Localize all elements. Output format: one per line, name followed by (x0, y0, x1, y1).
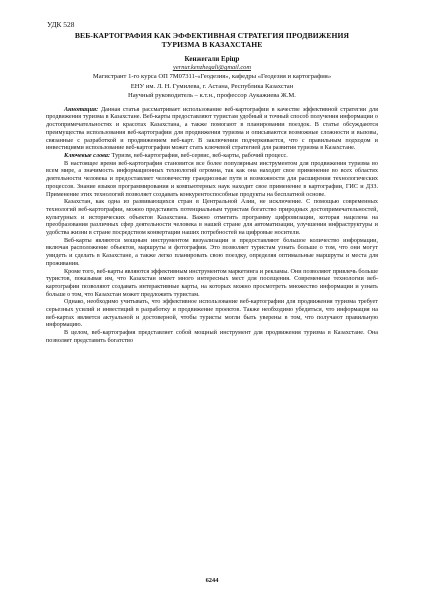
body-paragraph-1: В настоящее время веб-картография становится все более популярным инструментом для продвижения туризма во всем мире, а значимость информационных технологий огромна, так как она находит свое применение во всех областях деятельности человека и предоставляет человечеству грандиозные пути и возможности для расширения технологических процессов. Знание языков программирования и компьютерных наук находит свое применение в картографии, ГИС и ДЗЗ. Применение этих технологий позволяет создавать конкурентоспособные продукты на бесплатной основе. (46, 159, 378, 198)
paper-title-line-2: ТУРИЗМА В КАЗАХСТАНЕ (161, 40, 263, 49)
paper-title-line-1: ВЕБ-КАРТОГРАФИЯ КАК ЭФФЕКТИВНАЯ СТРАТЕГИЯ ПРОДВИЖЕНИЯ (74, 31, 350, 40)
affiliation-program: Магистрант 1-го курса ОП 7М07311-«Геодезия», кафедры «Геодезия и картография» (92, 73, 332, 80)
page-number: 6244 (205, 577, 219, 584)
keywords-label: Ключевые слова: (64, 152, 111, 159)
body-paragraph-2: Казахстан, как одна из развивающихся стран в Центральной Азии, не исключение. С помощью современных технологий веб-картографии, можно представить потенциальным туристам богатство природных достопримечательностей, культурных и исторических объектов Казахстана. Важно отметить программу цифровизации, которая нацелена на преобразования различных сфер деятельности человека в нашей стране для автоматизации, улучшения инфраструктуры и удобства жизни в стране посредством конвертации наших потребностей на цифровые носители. (46, 198, 378, 237)
abstract-text: Данная статья рассматривает использование веб-картографии в качестве эффективной стратегии для продвижения туризма в Казахстане. Веб-карты предоставляют туристам удобный и точный способ получения информации о достопримечательностях и красотах Казахстана, а также помогают в планировании поездок. В статье обсуждаются преимущества использования веб-картографии для продвижения туризма и описываются возможные сложности и вызовы, связанные с разработкой и продвижением веб-карт. В заключении подчеркивается, что с правильным подходом и инвестициями использование веб-картографии может стать ключевой стратегией для развития туризма в Казахстане. (46, 105, 378, 152)
author-email-link[interactable]: yernur.kenzhegali@gmail.com (173, 64, 251, 71)
body-paragraph-5: Однако, необходимо учитывать, что эффективное использование веб-картографии для продвижения туризма требует серьезных усилий и инвестиций в разработку и продвижение проектов. Также необходимо убедиться, что информация на веб-картах является актуальной и достоверной, чтобы туристы могли быть уверены в том, что получают правильную информацию. (46, 298, 378, 329)
udk-code: УДК 528 (47, 20, 75, 29)
paper-title (46, 31, 378, 49)
affiliation-university: ЕНУ им. Л. Н. Гумилева, г. Астана, Республика Казахстан (130, 82, 294, 90)
abstract (46, 106, 378, 152)
keywords-text: Туризм, веб-картография, веб-сервис, веб-карты, рабочий процесс. (111, 152, 288, 159)
body-paragraph-6: В целом, веб-картография представляет собой мощный инструмент для продвижения туризма в Казахстане. Она позволяет представить богатство (46, 329, 378, 344)
body-paragraph-3: Веб-карты являются мощным инструментом визуализации и предоставляют большое количество информации, включая расположение объектов, маршруты и фотографии. Это позволяет туристам узнать больше о том, что они могут увидеть и сделать в Казахстане, а также легко планировать свою поездку, определяя оптимальные маршруты и места для проживания. (46, 236, 378, 267)
abstract-label: Аннотация: (64, 105, 99, 113)
keywords (46, 152, 378, 160)
supervisor: Научный руководитель – к.т.н., профессор Аукажиева Ж.М. (128, 92, 296, 100)
author-name: Кенжегали Ерiцр (184, 55, 240, 63)
body-paragraph-4: Кроме того, веб-карты являются эффективным инструментом маркетинга и рекламы. Они позволяют привлечь больше туристов, показывая им, что Казахстан имеет много интересных мест для посещения. Современные технологии веб-картографии позволяют создавать интерактивные карты, на которых можно просмотреть множество информации и узнать больше о том, что Казахстан может предложить туристам. (46, 267, 378, 298)
paper-page (46, 20, 378, 590)
